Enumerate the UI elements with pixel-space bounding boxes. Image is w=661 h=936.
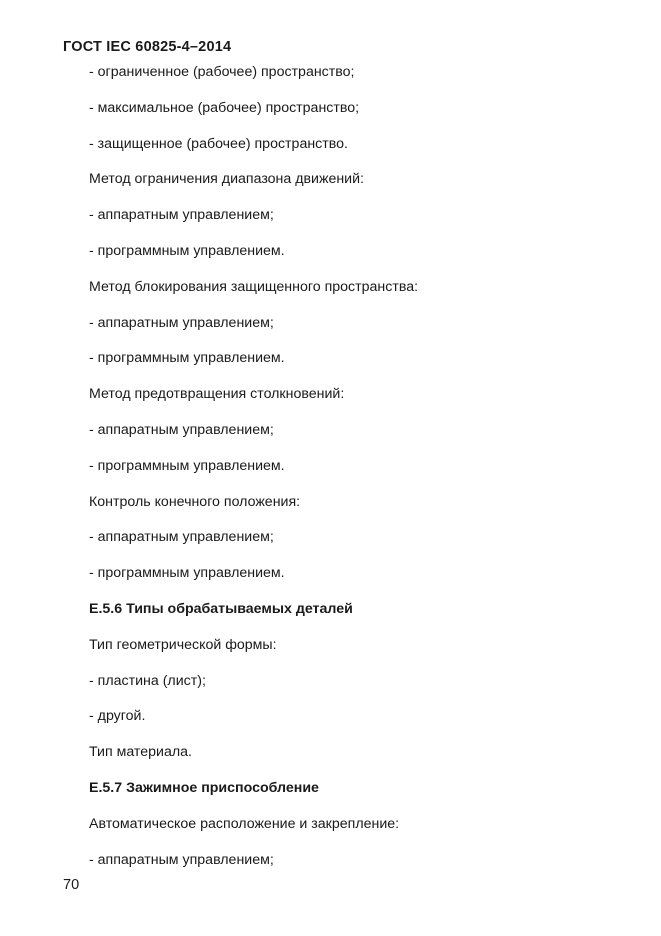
page-header: ГОСТ IEC 60825-4–2014 — [63, 39, 232, 55]
paragraph-text: Контроль конечного положения: — [89, 493, 301, 510]
page-number: 70 — [63, 877, 80, 893]
list-item: - максимальное (рабочее) пространство; — [89, 99, 360, 116]
paragraph-text: Метод предотвращения столкновений: — [89, 386, 345, 403]
section-heading: Е.5.7 Зажимное приспособление — [89, 779, 319, 796]
list-item: - аппаратным управлением; — [89, 314, 274, 331]
section-heading: Е.5.6 Типы обрабатываемых деталей — [89, 600, 353, 617]
list-item: - пластина (лист); — [89, 672, 206, 689]
document-body — [89, 60, 629, 883]
paragraph-text: Тип материала. — [89, 744, 192, 761]
paragraph-text: Тип геометрической формы: — [89, 636, 277, 653]
list-item: - программным управлением. — [89, 565, 285, 582]
list-item: - другой. — [89, 708, 146, 725]
list-item: - программным управлением. — [89, 457, 285, 474]
paragraph-text: Метод блокирования защищенного пространства: — [89, 278, 419, 295]
list-item: - аппаратным управлением; — [89, 851, 274, 868]
list-item: - ограниченное (рабочее) пространство; — [89, 64, 355, 80]
list-item: - аппаратным управлением; — [89, 529, 274, 546]
list-item: - программным управлением. — [89, 242, 285, 259]
list-item: - аппаратным управлением; — [89, 421, 274, 438]
list-item: - защищенное (рабочее) пространство. — [89, 135, 348, 152]
list-item: - программным управлением. — [89, 350, 285, 367]
list-item: - аппаратным управлением; — [89, 207, 274, 224]
paragraph-text: Метод ограничения диапазона движений: — [89, 171, 364, 188]
paragraph-text: Автоматическое расположение и закрепление: — [89, 815, 400, 832]
